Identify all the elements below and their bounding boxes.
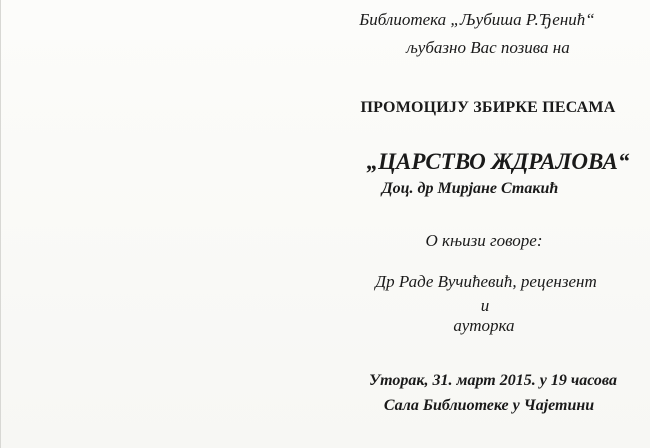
speakers-intro: О књизи говоре: (425, 231, 543, 250)
book-title: „ЦАРСТВО ЖДРАЛОВА“ (366, 149, 630, 174)
host-line: Библиотека „Љубиша Р.Ђенић“ (359, 10, 595, 29)
event-datetime: Уторак, 31. март 2015. у 19 часова (369, 372, 617, 389)
invites-line: љубазно Вас позива на (406, 38, 570, 57)
event-heading: ПРОМОЦИЈУ ЗБИРКЕ ПЕСАМА (360, 99, 616, 116)
speaker-reviewer: Др Раде Вучићевић, рецензент (375, 272, 597, 291)
speaker-author: ауторка (453, 316, 515, 335)
event-venue: Сала Библиотеке у Чајетини (383, 397, 595, 414)
author-line: Доц. др Мирјане Стакић (381, 180, 559, 197)
fold-line (0, 0, 1, 448)
conjunction: и (480, 296, 490, 315)
